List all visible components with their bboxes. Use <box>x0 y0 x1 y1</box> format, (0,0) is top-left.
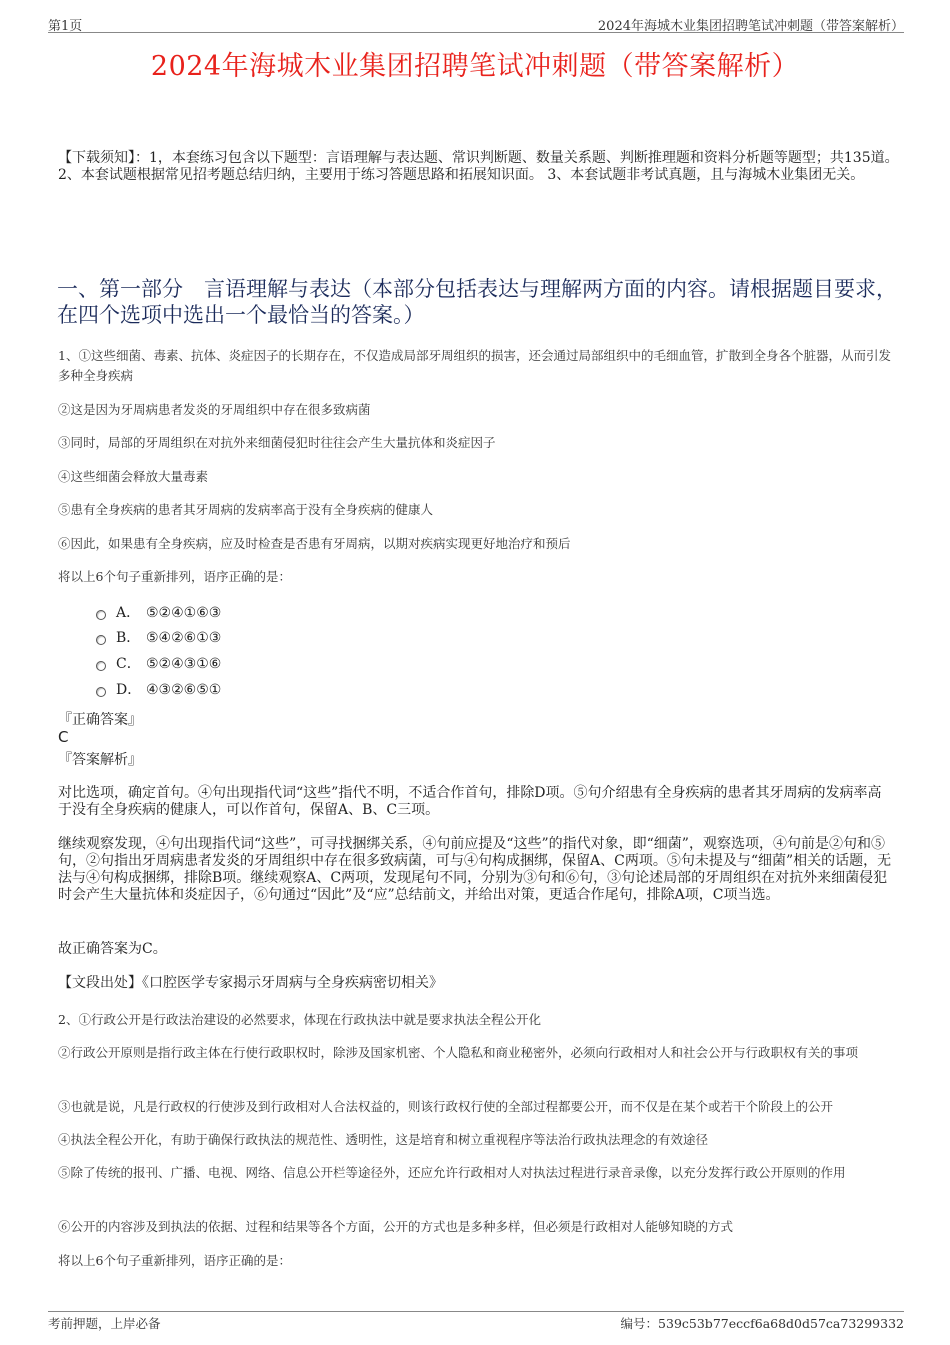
q2-sentence-4: ④执法全程公开化，有助于确保行政执法的规范性、透明性，这是培育和树立重视程序等法治行政执法理念的有效途径 <box>58 1132 709 1147</box>
q1-option-d[interactable]: D． ④③②⑥⑤① <box>96 681 221 699</box>
source-citation: 【文段出处】《口腔医学专家揭示牙周病与全身疾病密切相关》 <box>58 975 443 991</box>
q1-sentence-6: ⑥因此，如果患有全身疾病，应及时检查是否患有牙周病，以期对疾病实现更好地治疗和预后 <box>58 536 571 551</box>
q1-sentence-2: ②这是因为牙周病患者发炎的牙周组织中存在很多致病菌 <box>58 402 371 417</box>
q2-sentence-3: ③也就是说，凡是行政权的行使涉及到行政相对人合法权益的，则该行政权行使的全部过程都要公开，而不仅是在某个或若干个阶段上的公开 <box>58 1099 834 1114</box>
analysis-label: 『答案解析』 <box>58 752 142 768</box>
q2-sentence-6: ⑥公开的内容涉及到执法的依据、过程和结果等各个方面，公开的方式也是多种多样，但必须是行政相对人能够知晓的方式 <box>58 1219 734 1234</box>
footer-slogan: 考前押题，上岸必备 <box>48 1316 161 1331</box>
download-notice: 【下载须知】：1，本套练习包含以下题型：言语理解与表达题、常识判断题、数量关系题、判断推理题和资料分析题等题型；共135道。 2、本套试题根据常见招考题总结归纳，主要用于练习答题思路和拓展知识面。 3、本套试题非考试真题，且与海城木业集团无关。 <box>58 150 899 183</box>
q1-sentence-5: ⑤患有全身疾病的患者其牙周病的发病率高于没有全身疾病的健康人 <box>58 502 434 517</box>
q2-prompt: 将以上6个句子重新排列，语序正确的是： <box>58 1253 291 1268</box>
section-heading: 一、第一部分 言语理解与表达（本部分包括表达与理解两方面的内容。请根据题目要求，在四个选项中选出一个最恰当的答案。） <box>57 277 897 327</box>
document-title: 2024年海城木业集团招聘笔试冲刺题（带答案解析） <box>150 51 800 82</box>
q2-sentence-1: 2、①行政公开是行政法治建设的必然要求，体现在行政执法中就是要求执法全程公开化 <box>58 1012 541 1027</box>
q1-sentence-1: 1、①这些细菌、毒素、抗体、炎症因子的长期存在，不仅造成局部牙周组织的损害，还会通过局部组织中的毛细血管，扩散到全身各个脏器，从而引发多种全身疾病 <box>58 348 891 383</box>
q1-prompt: 将以上6个句子重新排列，语序正确的是： <box>58 569 291 584</box>
q1-option-c[interactable]: C． ⑤②④③①⑥ <box>96 655 221 673</box>
page-header <box>48 14 904 33</box>
analysis-paragraph-2: 继续观察发现，④句出现指代词“这些”，可寻找捆绑关系，④句前应提及“这些”的指代对象，即“细菌”，观察选项，④句前是②句和⑤句，②句指出牙周病患者发炎的牙周组织中存在很多致病菌，可与④句构成捆绑，保留A、C两项。⑤句未提及与“细菌”相关的话题，无法与④句构成捆绑，排除B项。继续观察A、C两项，发现尾句不同，分别为③句和⑥句，③句论述局部的牙周组织在对抗外来细菌侵犯时会产生大量抗体和炎症因子，⑥句通过“因此”及“应”总结前文，并给出对策，更适合作尾句，排除A项，C项当选。 <box>58 836 892 903</box>
q1-option-a[interactable]: A． ⑤②④①⑥③ <box>96 604 221 622</box>
radio-icon[interactable] <box>96 661 106 671</box>
radio-icon[interactable] <box>96 635 106 645</box>
correct-answer: C <box>58 728 69 746</box>
q1-sentence-3: ③同时，局部的牙周组织在对抗外来细菌侵犯时往往会产生大量抗体和炎症因子 <box>58 435 496 450</box>
header-doc-title: 2024年海城木业集团招聘笔试冲刺题（带答案解析） <box>597 19 904 34</box>
q2-sentence-5: ⑤除了传统的报刊、广播、电视、网络、信息公开栏等途径外，还应允许行政相对人对执法过程进行录音录像，以充分发挥行政公开原则的作用 <box>58 1165 846 1180</box>
radio-icon[interactable] <box>96 687 106 697</box>
page-number: 第1页 <box>48 19 83 34</box>
q1-option-b[interactable]: B． ⑤④②⑥①③ <box>96 629 221 647</box>
analysis-paragraph-1: 对比选项，确定首句。④句出现指代词“这些”指代不明，不适合作首句，排除D项。⑤句介绍患有全身疾病的患者其牙周病的发病率高于没有全身疾病的健康人，可以作首句，保留A、B、C三项。 <box>58 785 882 818</box>
answer-label: 『正确答案』 <box>58 712 142 728</box>
analysis-conclusion: 故正确答案为C。 <box>58 941 167 957</box>
radio-icon[interactable] <box>96 610 106 620</box>
q1-sentence-4: ④这些细菌会释放大量毒素 <box>58 469 209 484</box>
footer-doc-id: 编号：539c53b77eccf6a68d0d57ca73299332 <box>620 1316 904 1331</box>
footer-divider <box>48 1311 904 1312</box>
q2-sentence-2: ②行政公开原则是指行政主体在行使行政职权时，除涉及国家机密、个人隐私和商业秘密外，必须向行政相对人和社会公开与行政职权有关的事项 <box>58 1045 859 1060</box>
